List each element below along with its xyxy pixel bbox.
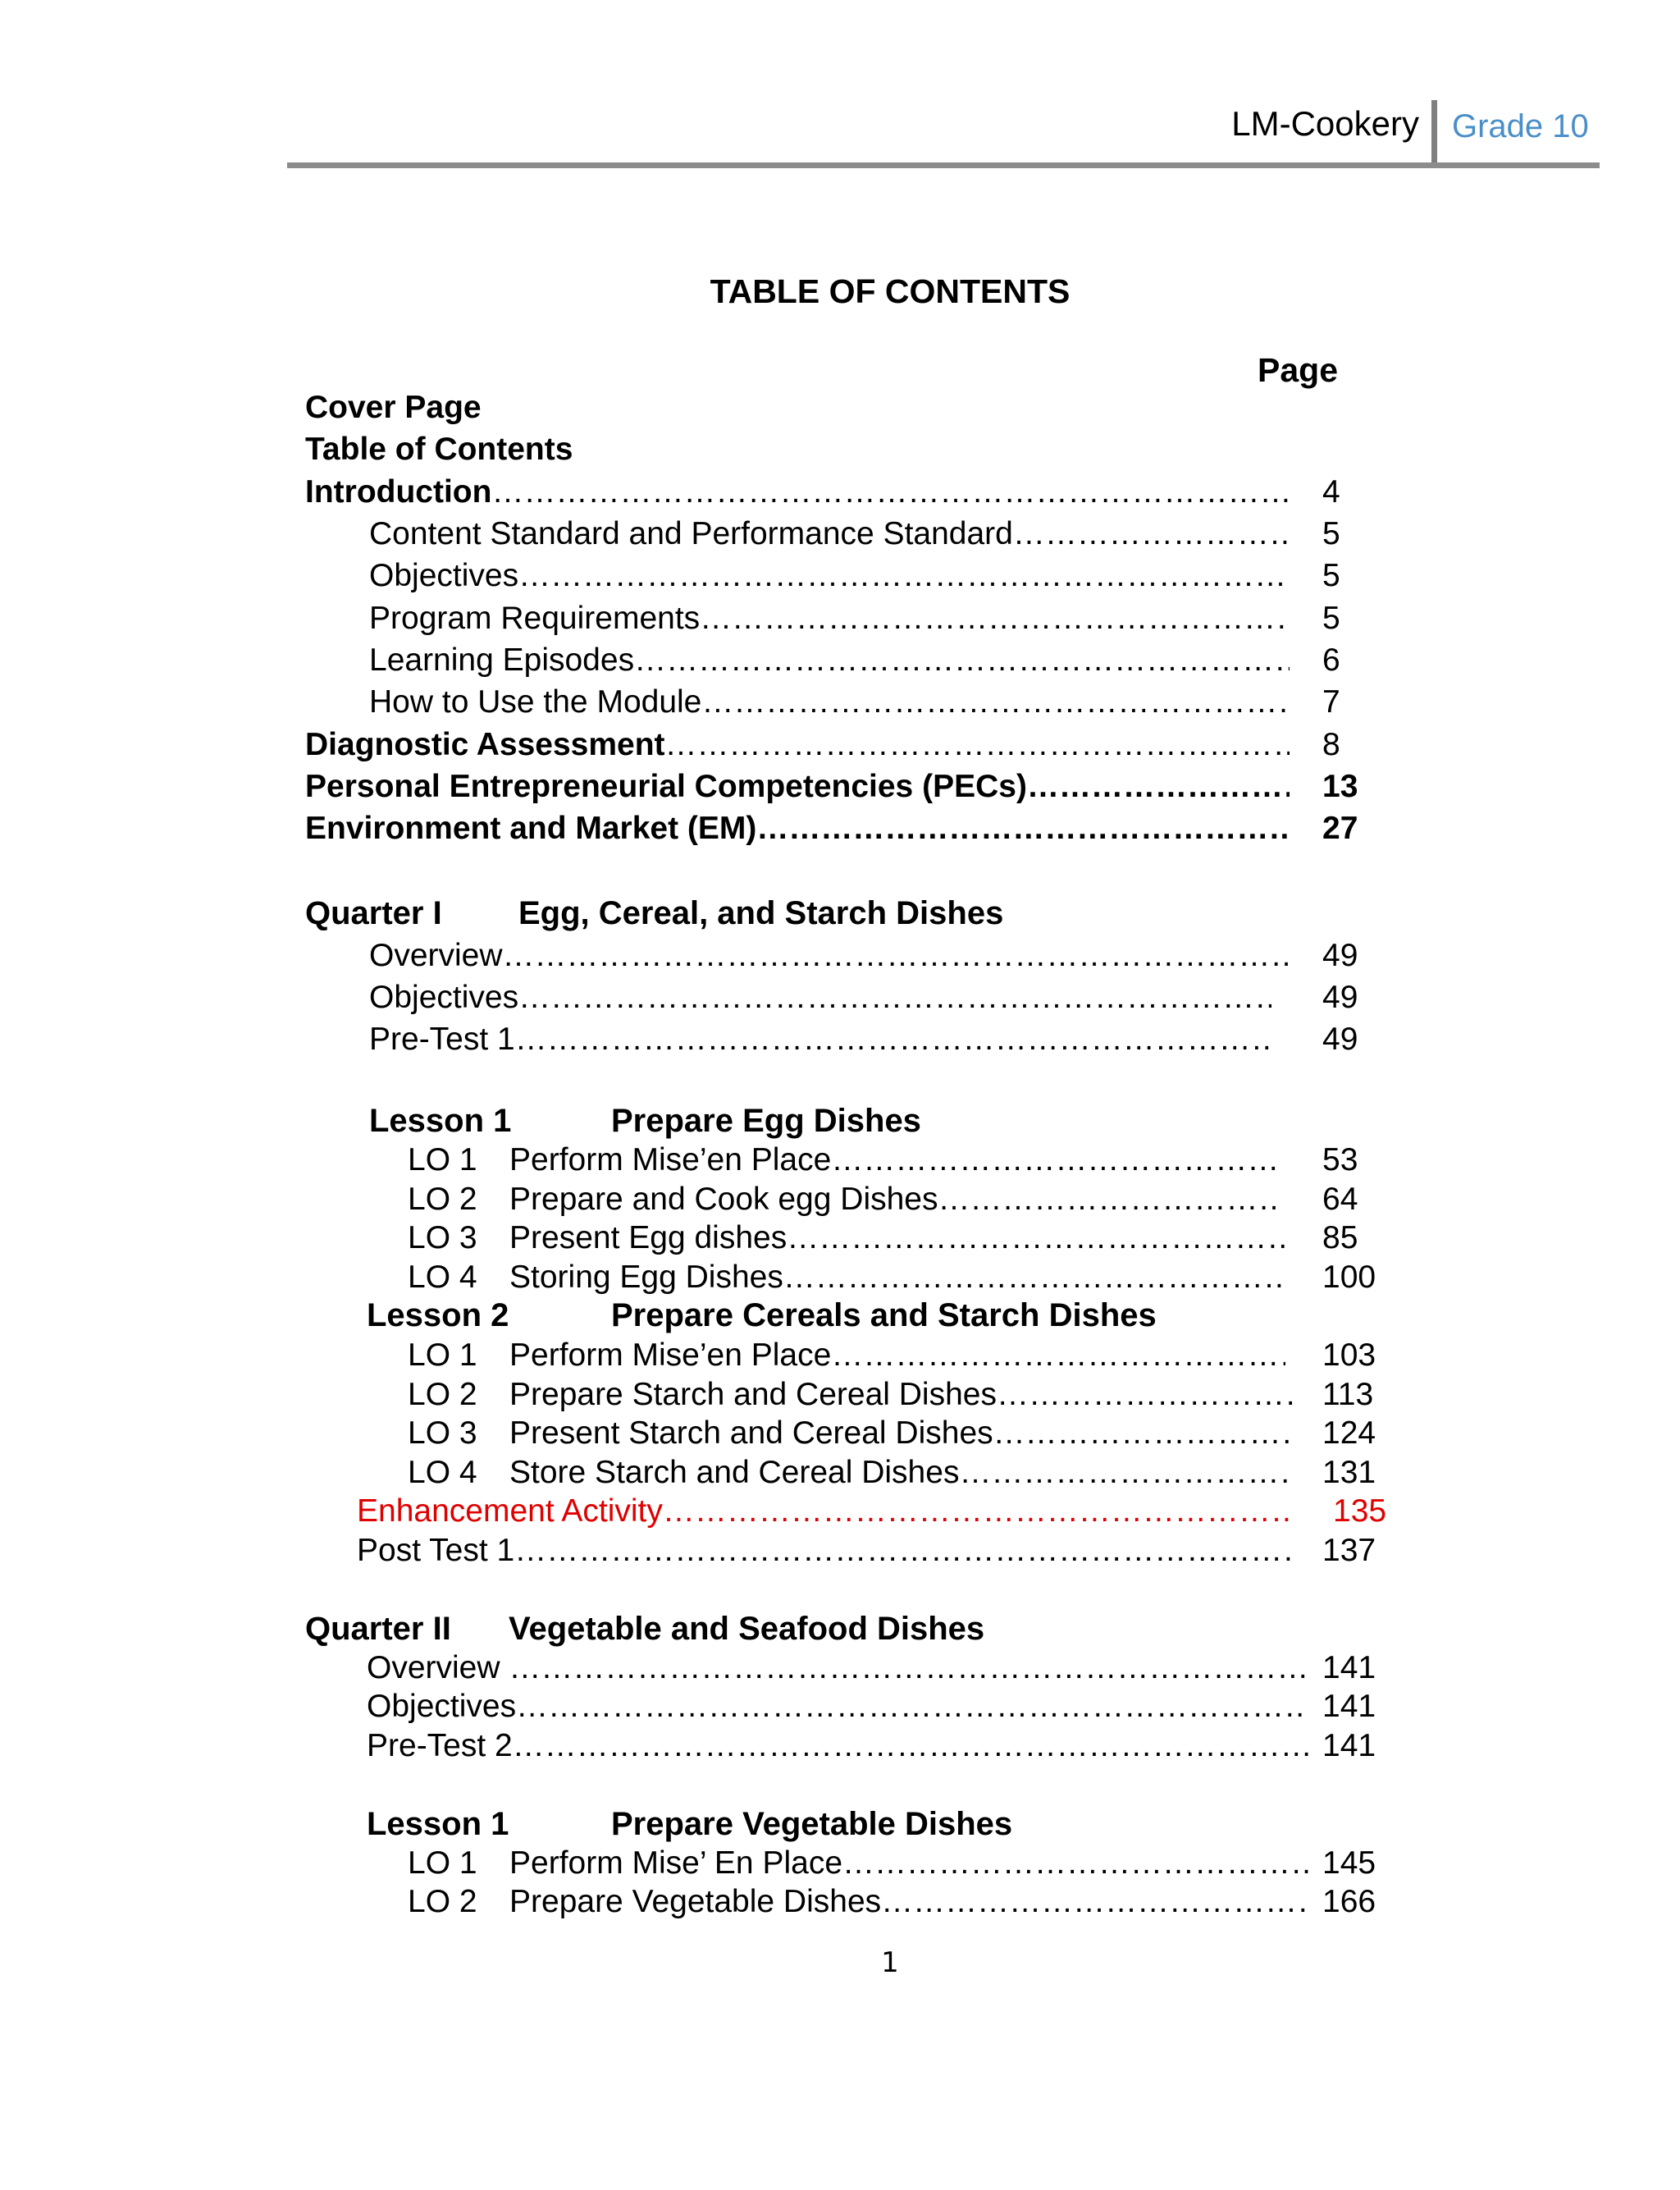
toc-entry-page: 5 <box>1322 558 1340 593</box>
dot-leader <box>997 1374 1294 1415</box>
lo-label: Perform Mise’ En Place <box>509 1845 843 1881</box>
dot-leader <box>665 725 1290 766</box>
lo-page: 124 <box>1322 1415 1376 1451</box>
toc-entry-page: 27 <box>1322 811 1358 846</box>
lo-code: LO 4 <box>408 1260 477 1295</box>
lesson-title: Prepare Vegetable Dishes <box>611 1806 1013 1842</box>
dot-leader <box>518 556 1290 597</box>
header-divider <box>1431 100 1437 166</box>
quarter2-title: Vegetable and Seafood Dishes <box>509 1611 985 1647</box>
lesson-title: Prepare Cereals and Starch Dishes <box>611 1297 1157 1333</box>
dot-leader <box>831 1335 1285 1376</box>
toc-entry-page: 49 <box>1322 1022 1358 1057</box>
toc-entry-label: How to Use the Module <box>369 684 702 720</box>
dot-leader <box>701 682 1290 723</box>
lo-entry <box>408 1843 1376 1884</box>
dot-leader <box>842 1843 1308 1884</box>
page-number: 1 <box>881 1946 899 1979</box>
lo-entry <box>408 1413 1376 1454</box>
lo-label: Prepare and Cook egg Dishes <box>509 1182 938 1217</box>
toc-entry-table-of-contents: Table of Contents <box>305 432 573 467</box>
dot-leader <box>881 1881 1308 1923</box>
toc-entry-label: Personal Entrepreneurial Competencies (PECs) <box>305 769 1027 804</box>
dot-leader <box>756 808 1290 849</box>
toc-entry-enhancement <box>357 1491 1387 1532</box>
lo-code: LO 2 <box>408 1182 477 1217</box>
toc-entry-label: Pre-Test 1 <box>369 1022 515 1057</box>
toc-entry <box>369 935 1358 976</box>
lo-code: LO 1 <box>408 1142 477 1177</box>
lo-code: LO 1 <box>408 1337 477 1373</box>
dot-leader <box>518 977 1271 1018</box>
toc-entry-post-test <box>357 1530 1376 1571</box>
toc-entry-page: 5 <box>1322 516 1340 551</box>
dot-leader <box>516 1686 1308 1727</box>
header-rule <box>287 162 1600 168</box>
lo-page: 145 <box>1322 1845 1376 1881</box>
lo-label: Perform Mise’en Place <box>509 1337 832 1373</box>
toc-entry-introduction <box>305 472 1340 513</box>
lo-page: 100 <box>1322 1260 1376 1295</box>
toc-entry-page: 141 <box>1322 1650 1376 1685</box>
toc-entry-page: 6 <box>1322 642 1340 678</box>
dot-leader <box>515 1019 1271 1060</box>
toc-entry <box>369 640 1340 681</box>
toc-entry-label: Learning Episodes <box>369 642 635 678</box>
toc-entry-pecs <box>305 766 1358 807</box>
dot-leader <box>1027 766 1290 807</box>
lo-code: LO 1 <box>408 1845 477 1881</box>
lo-label: Prepare Starch and Cereal Dishes <box>509 1377 997 1412</box>
toc-entry-cover-page: Cover Page <box>305 390 482 425</box>
quarter1-label: Quarter I <box>305 895 442 931</box>
toc-entry <box>367 1686 1376 1727</box>
lo-code: LO 3 <box>408 1220 477 1255</box>
lo-entry <box>408 1881 1376 1923</box>
toc-entry-page: 49 <box>1322 938 1358 973</box>
toc-entry-label: Overview <box>369 938 503 973</box>
toc-entry <box>369 682 1340 723</box>
toc-entry <box>367 1726 1376 1767</box>
lo-entry <box>408 1218 1358 1259</box>
toc-entry-page: 4 <box>1322 474 1340 510</box>
lesson-label: Lesson 1 <box>369 1103 512 1139</box>
toc-entry-page: 5 <box>1322 601 1340 636</box>
lo-page: 113 <box>1322 1377 1374 1412</box>
lo-page: 64 <box>1322 1182 1358 1217</box>
toc-entry-label: Objectives <box>369 558 519 593</box>
dot-leader <box>938 1179 1277 1220</box>
lesson-label: Lesson 2 <box>367 1297 509 1333</box>
toc-entry-label: Objectives <box>369 980 519 1015</box>
toc-entry <box>369 1019 1358 1060</box>
lo-entry <box>408 1335 1376 1376</box>
toc-entry-label: Pre-Test 2 <box>367 1728 513 1763</box>
dot-leader <box>993 1413 1292 1454</box>
dot-leader <box>491 472 1290 513</box>
dot-leader <box>1013 514 1290 555</box>
lo-label: Present Starch and Cereal Dishes <box>509 1415 993 1451</box>
dot-leader <box>509 1648 1308 1689</box>
lesson-label: Lesson 1 <box>367 1806 509 1842</box>
dot-leader <box>514 1530 1292 1571</box>
toc-entry-label: Diagnostic Assessment <box>305 727 665 762</box>
toc-entry-page: 7 <box>1322 684 1340 720</box>
lo-page: 53 <box>1322 1142 1358 1177</box>
lo-page: 85 <box>1322 1220 1358 1255</box>
lo-code: LO 4 <box>408 1455 477 1490</box>
lo-entry <box>408 1452 1376 1493</box>
toc-entry-page: 49 <box>1322 980 1358 1015</box>
dot-leader <box>787 1218 1285 1259</box>
toc-entry-em <box>305 808 1358 849</box>
quarter1-title: Egg, Cereal, and Starch Dishes <box>518 895 1004 931</box>
lo-page: 166 <box>1322 1884 1376 1919</box>
lo-label: Store Starch and Cereal Dishes <box>509 1455 960 1490</box>
toc-entry-page: 8 <box>1322 727 1340 762</box>
dot-leader <box>503 935 1290 976</box>
lo-page: 131 <box>1322 1455 1376 1490</box>
lo-label: Storing Egg Dishes <box>509 1260 783 1295</box>
toc-entry <box>369 977 1358 1018</box>
dot-leader <box>634 640 1290 681</box>
toc-entry-page: 141 <box>1322 1689 1376 1724</box>
toc-entry-label: Overview <box>367 1650 500 1685</box>
lo-page: 103 <box>1322 1337 1376 1373</box>
toc-entry-page: 13 <box>1322 769 1358 804</box>
toc-entry-page: 141 <box>1322 1728 1376 1763</box>
header-grade: Grade 10 <box>1452 108 1589 144</box>
lo-entry <box>408 1179 1358 1220</box>
lo-label: Perform Mise’en Place <box>509 1142 832 1177</box>
dot-leader <box>959 1452 1292 1493</box>
lo-entry <box>408 1257 1376 1298</box>
lo-entry <box>408 1140 1358 1181</box>
lesson-title: Prepare Egg Dishes <box>611 1103 921 1139</box>
lo-label: Prepare Vegetable Dishes <box>509 1884 882 1919</box>
dot-leader <box>663 1491 1292 1532</box>
header-title: LM-Cookery <box>1231 104 1419 143</box>
toc-entry-page: 137 <box>1322 1533 1376 1568</box>
toc-entry-label: Enhancement Activity <box>357 1493 663 1529</box>
toc-title: TABLE OF CONTENTS <box>710 272 1071 310</box>
lo-code: LO 3 <box>408 1415 477 1451</box>
toc-entry <box>369 514 1340 555</box>
toc-entry-label: Content Standard and Performance Standard <box>369 516 1013 551</box>
toc-entry <box>369 556 1340 597</box>
toc-entry-label: Introduction <box>305 474 492 510</box>
page-column-heading: Page <box>1258 351 1338 389</box>
dot-leader <box>831 1140 1277 1181</box>
toc-entry-page: 135 <box>1333 1493 1387 1529</box>
toc-entry-diagnostic <box>305 725 1340 766</box>
toc-entry-label: Objectives <box>367 1689 517 1724</box>
dot-leader <box>700 598 1290 639</box>
lo-code: LO 2 <box>408 1377 477 1412</box>
lo-label: Present Egg dishes <box>509 1220 788 1255</box>
dot-leader <box>783 1257 1285 1298</box>
toc-entry-label: Program Requirements <box>369 601 701 636</box>
lo-entry <box>408 1374 1374 1415</box>
toc-entry-label: Environment and Market (EM) <box>305 811 757 846</box>
dot-leader <box>513 1726 1308 1767</box>
quarter2-label: Quarter II <box>305 1611 451 1647</box>
toc-entry <box>367 1648 1376 1689</box>
toc-entry <box>369 598 1340 639</box>
lo-code: LO 2 <box>408 1884 477 1919</box>
toc-entry-label: Post Test 1 <box>357 1533 515 1568</box>
